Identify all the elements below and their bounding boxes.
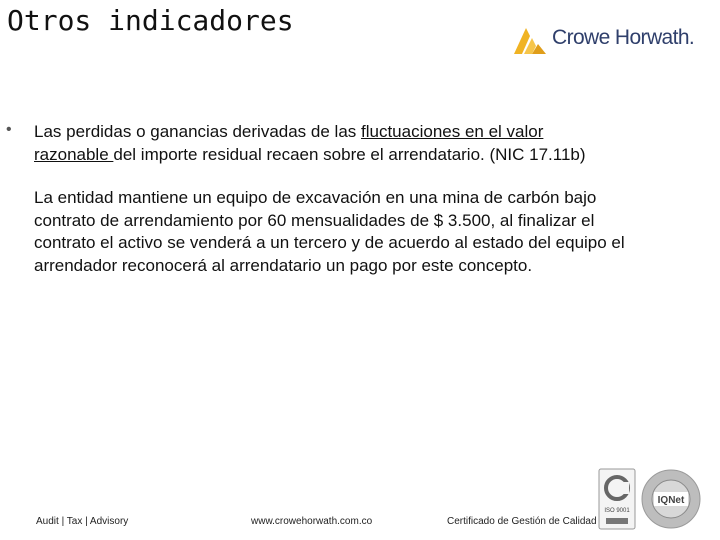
footer-certification: Certificado de Gestión de Calidad	[447, 516, 597, 527]
bullet-text-start: Las perdidas o ganancias derivadas de las	[34, 122, 361, 141]
crowe-logo-icon	[512, 24, 548, 56]
iqnet-label: IQNet	[657, 495, 685, 506]
underlined-text-2: razonable	[34, 144, 114, 164]
logo-wordmark: Crowe Horwath.	[552, 26, 695, 49]
iqnet-certification-icon	[640, 468, 702, 530]
footer-website: www.crowehorwath.com.co	[251, 516, 373, 527]
iso-certification-icon	[598, 468, 636, 530]
underlined-text-1: fluctuaciones en el valor	[361, 122, 544, 141]
slide-content	[34, 121, 644, 277]
page-title: Otros indicadores	[7, 4, 294, 37]
iso-label: ISO 9001	[604, 508, 630, 514]
crowe-horwath-logo	[512, 22, 702, 58]
bullet-item	[34, 121, 644, 166]
example-paragraph: La entidad mantiene un equipo de excavación en una mina de carbón bajo contrato de arrendamiento por 60 mensualidades de $ 3.500, al finalizar el contrato el activo se venderá a un tercero y de acuerdo al estado del equipo el arrendador reconocerá al arrendatario un pago por este concepto.	[34, 188, 625, 275]
footer-services: Audit | Tax | Advisory	[36, 516, 129, 527]
bullet-text-end: del importe residual recaen sobre el arrendatario. (NIC 17.11b)	[113, 144, 586, 164]
bullet-icon: •	[6, 121, 12, 138]
